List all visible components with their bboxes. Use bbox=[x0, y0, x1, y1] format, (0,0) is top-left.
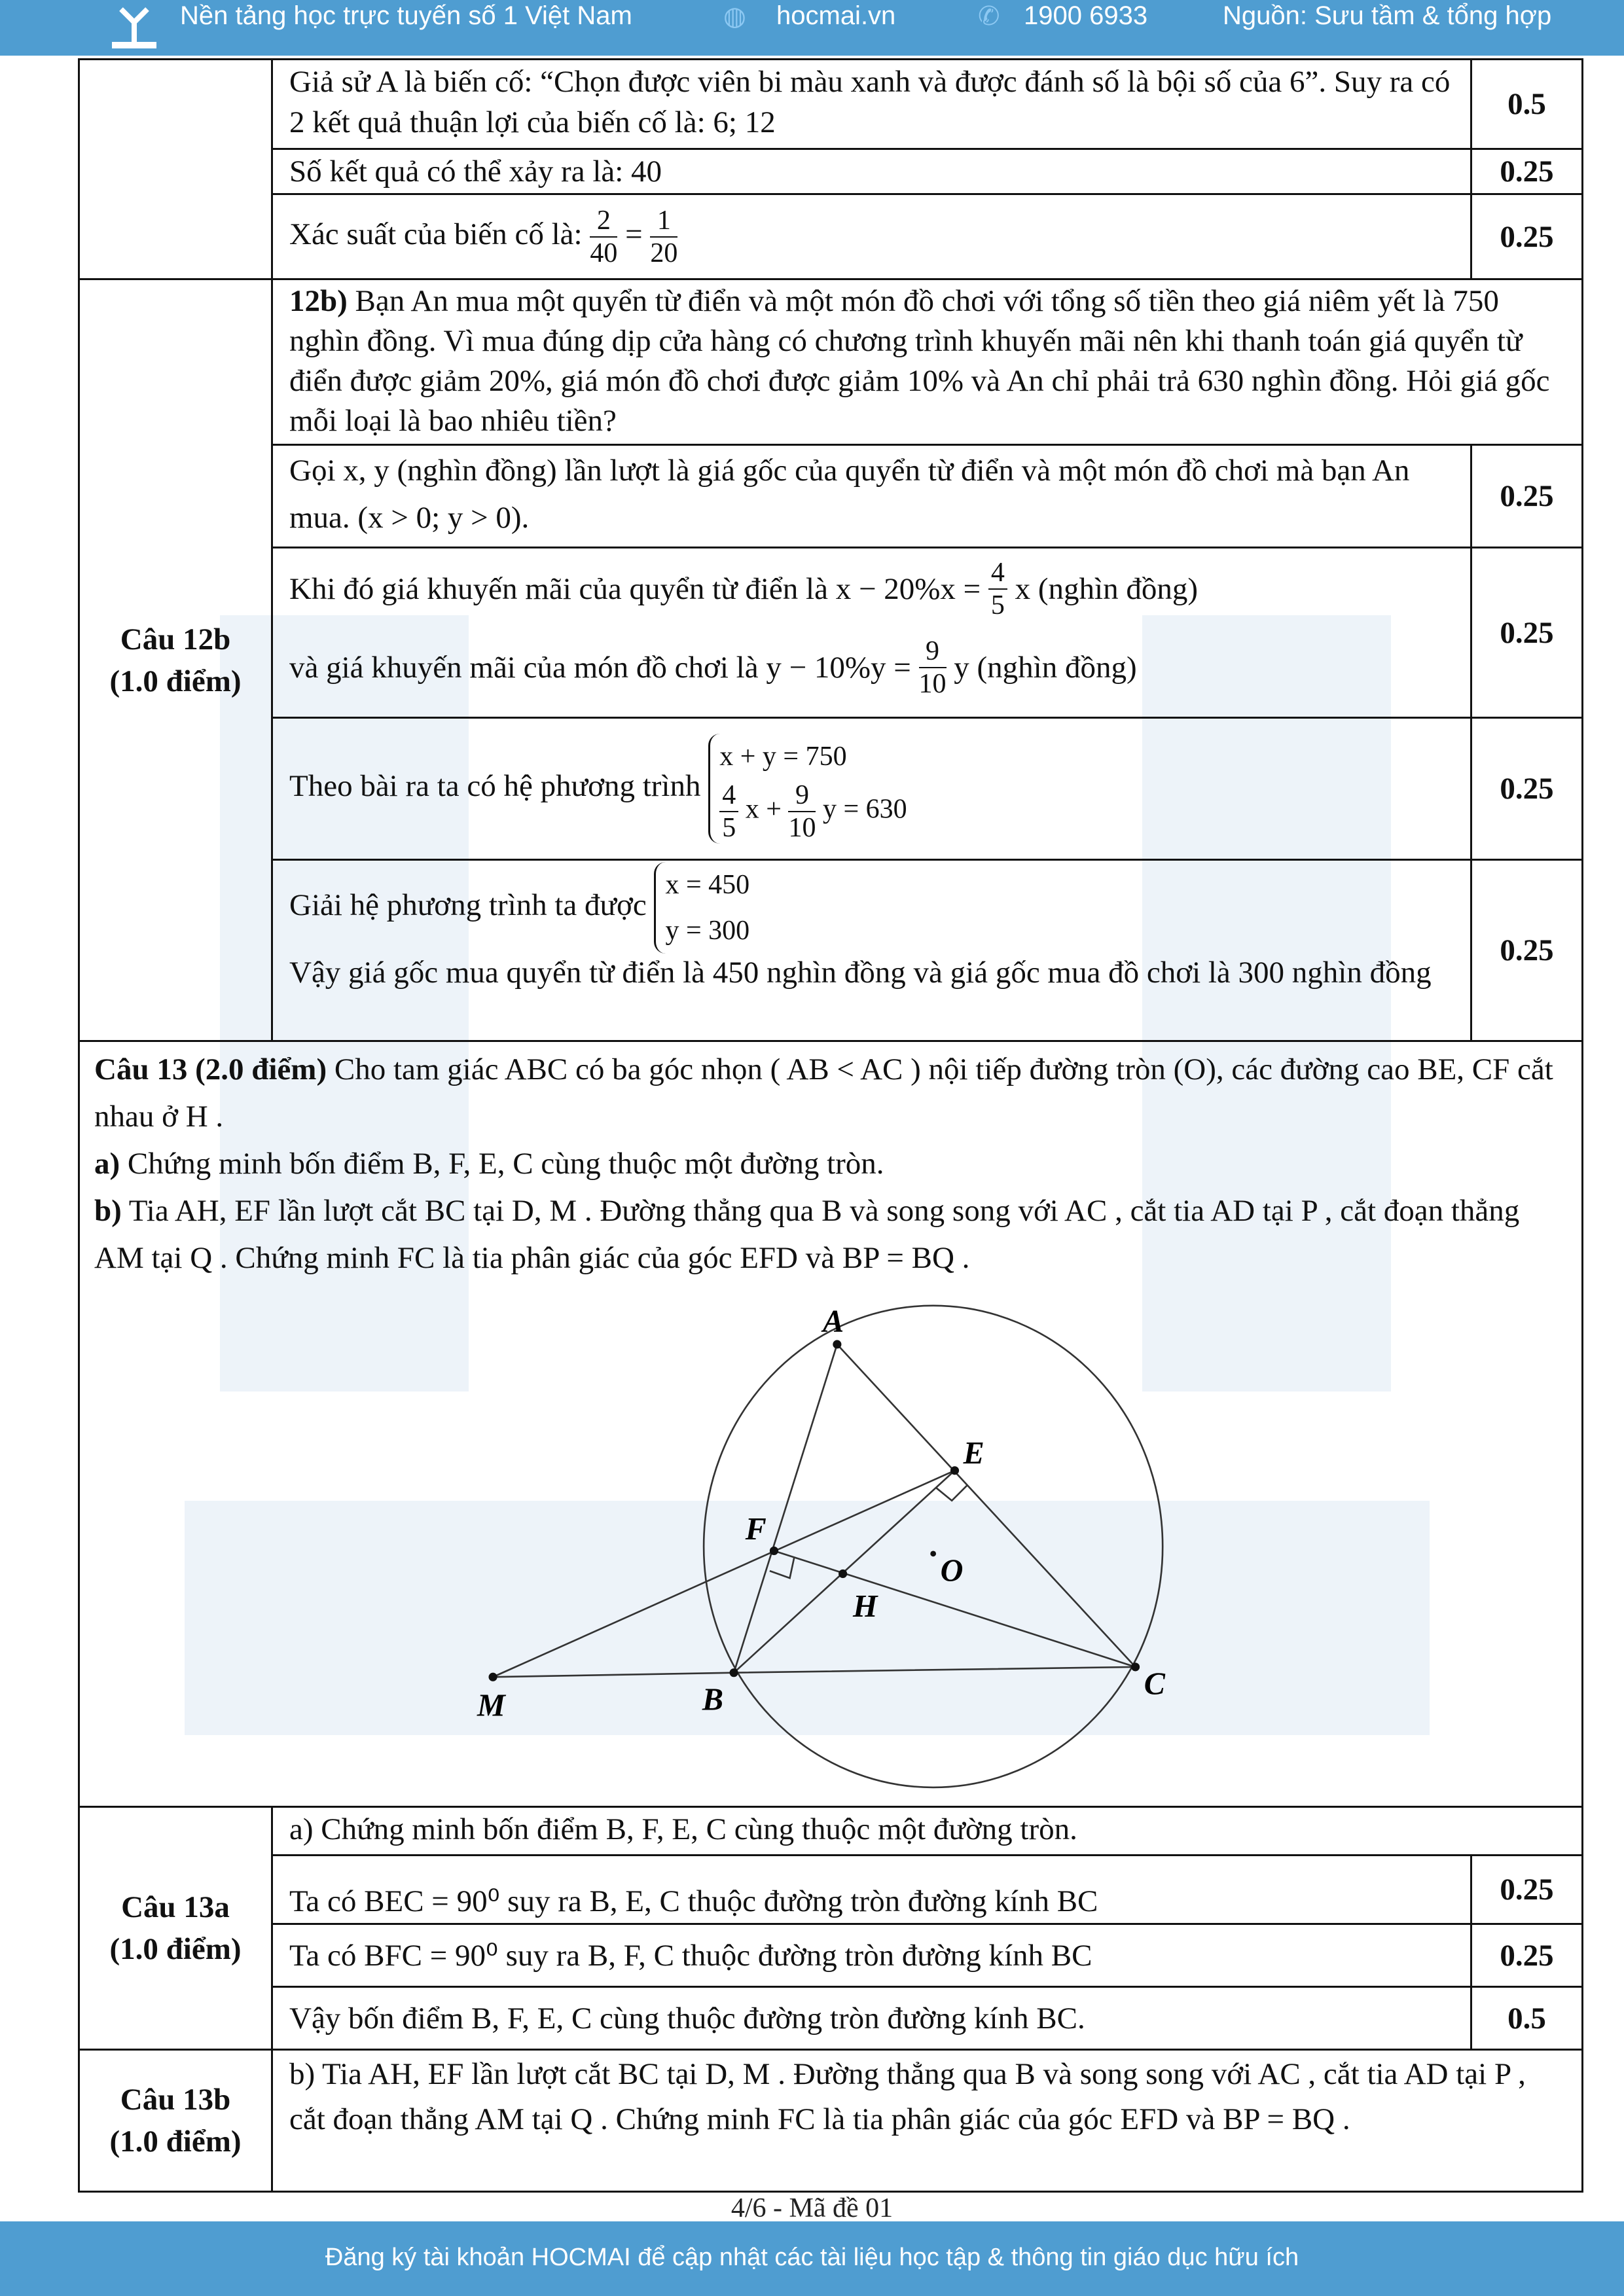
geometry-figure bbox=[94, 1285, 1567, 1802]
label: Câu 13a bbox=[121, 1890, 230, 1924]
score: 0.25 bbox=[1471, 548, 1583, 718]
text: y (nghìn đồng) bbox=[954, 651, 1137, 685]
segment-MB bbox=[493, 1673, 734, 1677]
part-heading: a) Chứng minh bốn điểm B, F, E, C cùng thuộc một đường tròn. bbox=[272, 1807, 1583, 1856]
question-label bbox=[79, 279, 272, 1041]
circle-O bbox=[704, 1306, 1163, 1787]
text: Giải hệ phương trình ta được bbox=[289, 888, 647, 922]
header-bar bbox=[0, 0, 1624, 56]
slogan: Nền tảng học trực tuyến số 1 Việt Nam bbox=[180, 1, 632, 30]
equation-system bbox=[708, 734, 907, 844]
num: 9 bbox=[919, 636, 947, 668]
label: Câu 13b bbox=[120, 2083, 231, 2117]
label-B: B bbox=[702, 1682, 724, 1717]
tag: b) bbox=[94, 1194, 122, 1228]
conclusion: Vậy giá gốc mua quyển từ điển là 450 nghìn đồng và giá gốc mua đồ chơi là 300 nghìn đồng bbox=[289, 956, 1432, 990]
answer-text: Ta có BFC = 90⁰ suy ra B, F, C thuộc đường tròn đường kính BC bbox=[272, 1924, 1471, 1987]
part-b: Tia AH, EF lần lượt cắt BC tại D, M . Đường thẳng qua B và song song với AC , cắt tia AD tại P , cắt đoạn thẳng AM tại Q . Chứng minh FC là tia phân giác của góc EFD và BP = BQ . bbox=[94, 1194, 1520, 1275]
answer-text bbox=[272, 548, 1471, 718]
den: 10 bbox=[918, 669, 947, 699]
eq: y = 630 bbox=[822, 794, 907, 825]
right-angle-mark bbox=[770, 1558, 794, 1578]
website-link[interactable]: hocmai.vn bbox=[776, 1, 896, 30]
num: 1 bbox=[650, 205, 677, 238]
score: 0.25 bbox=[1471, 445, 1583, 548]
triangle-ABC bbox=[734, 1344, 1135, 1673]
den: 20 bbox=[650, 238, 678, 268]
answer-text: Giả sử A là biến cố: “Chọn được viên bi màu xanh và được đánh số là bội số của 6”. Suy ra có 2 kết quả thuận lợi của biến cố là: 6; 12 bbox=[272, 60, 1471, 149]
points: (1.0 điểm) bbox=[109, 2125, 242, 2159]
label-O: O bbox=[940, 1553, 964, 1588]
label-cell-empty bbox=[79, 60, 272, 279]
eq: x + bbox=[745, 794, 782, 825]
score: 0.25 bbox=[1471, 1924, 1583, 1987]
fraction bbox=[988, 557, 1007, 621]
fraction bbox=[719, 780, 738, 844]
answer-text bbox=[272, 718, 1471, 860]
points: (1.0 điểm) bbox=[109, 1932, 242, 1966]
source-note: Nguồn: Sưu tầm & tổng hợp bbox=[1223, 1, 1552, 30]
phone-number[interactable]: 1900 6933 bbox=[1024, 1, 1148, 30]
fraction bbox=[788, 780, 816, 844]
num: 4 bbox=[988, 557, 1007, 590]
eq: = bbox=[625, 217, 643, 251]
tag: a) bbox=[94, 1147, 120, 1181]
label-A: A bbox=[822, 1304, 844, 1339]
body: Bạn An mua một quyển từ điển và một món đồ chơi với tổng số tiền theo giá niêm yết là 750 nghìn đồng. Vì mua đúng dịp cửa hàng có chương trình khuyến mãi nên khi thanh toán giá quyển từ điển được giảm 20%, giá món đồ chơi được giảm 10% và An chỉ phải trả 630 nghìn đồng. Hỏi giá gốc mỗi loại là bao nhiêu tiền? bbox=[289, 284, 1550, 438]
eq: x + y = 750 bbox=[719, 742, 847, 772]
answer-text bbox=[272, 860, 1471, 1041]
score: 0.5 bbox=[1471, 1987, 1583, 2050]
den: 10 bbox=[788, 813, 816, 843]
title: Câu 13 (2.0 điểm) bbox=[94, 1052, 327, 1086]
part-b-text: b) Tia AH, EF lần lượt cắt BC tại D, M . Đường thẳng qua B và song song với AC , cắt tia AD tại P , cắt đoạn thẳng AM tại Q . Chứng minh FC là tia phân giác của góc EFD và BP = BQ . bbox=[272, 2050, 1583, 2192]
tag: 12b) bbox=[289, 284, 348, 318]
intro: Cho tam giác ABC có ba góc nhọn ( AB < AC ) nội tiếp đường tròn (O), các đường cao BE, CF cắt nhau ở H . bbox=[94, 1052, 1553, 1134]
label: Xác suất của biến cố là: bbox=[289, 217, 583, 251]
den: 5 bbox=[990, 590, 1005, 620]
question-13 bbox=[79, 1041, 1583, 1807]
fraction bbox=[919, 636, 947, 700]
eq: y = 300 bbox=[665, 916, 750, 946]
problem-text bbox=[272, 279, 1583, 445]
label-F: F bbox=[745, 1511, 767, 1547]
points bbox=[488, 1340, 1140, 1681]
text: và giá khuyến mãi của món đồ chơi là y − 10%y = bbox=[289, 651, 911, 685]
answer-text: Vậy bốn điểm B, F, E, C cùng thuộc đường tròn đường kính BC. bbox=[272, 1987, 1471, 2050]
num: 9 bbox=[788, 780, 816, 812]
den: 40 bbox=[590, 238, 618, 268]
phone-icon: ✆ bbox=[978, 2, 1000, 31]
logo-icon[interactable] bbox=[108, 3, 160, 50]
answer-text bbox=[272, 194, 1471, 279]
answer-text: Gọi x, y (nghìn đồng) lần lượt là giá gốc của quyển từ điển và một món đồ chơi mà bạn An mua. (x > 0; y > 0). bbox=[272, 445, 1471, 548]
label-H: H bbox=[852, 1589, 878, 1624]
part-a: Chứng minh bốn điểm B, F, E, C cùng thuộc một đường tròn. bbox=[127, 1147, 884, 1181]
label: Câu 12b bbox=[120, 622, 231, 656]
eq: x = 450 bbox=[665, 870, 750, 900]
points: (1.0 điểm) bbox=[109, 664, 242, 698]
answer-table bbox=[78, 58, 1583, 2193]
answer-text: Số kết quả có thể xảy ra là: 40 bbox=[272, 149, 1471, 194]
globe-icon: ◍ bbox=[723, 2, 746, 31]
num: 4 bbox=[719, 780, 738, 812]
label-C: C bbox=[1144, 1666, 1165, 1702]
footer-banner[interactable] bbox=[0, 2221, 1624, 2296]
score: 0.25 bbox=[1471, 1856, 1583, 1924]
score: 0.25 bbox=[1471, 860, 1583, 1041]
score: 0.5 bbox=[1471, 60, 1583, 149]
text: Khi đó giá khuyến mãi của quyển từ điển là x − 20%x = bbox=[289, 572, 981, 606]
score: 0.25 bbox=[1471, 718, 1583, 860]
fraction bbox=[650, 205, 677, 269]
footer-text: Đăng ký tài khoản HOCMAI để cập nhật các tài liệu học tập & thông tin giáo dục hữu ích bbox=[325, 2244, 1299, 2271]
label-E: E bbox=[963, 1435, 984, 1471]
text: Theo bài ra ta có hệ phương trình bbox=[289, 768, 701, 803]
right-angle-mark bbox=[936, 1485, 967, 1501]
num: 2 bbox=[590, 205, 617, 238]
question-label bbox=[79, 1807, 272, 2050]
score: 0.25 bbox=[1471, 149, 1583, 194]
text: x (nghìn đồng) bbox=[1015, 572, 1198, 606]
label-M: M bbox=[477, 1688, 505, 1723]
den: 5 bbox=[722, 813, 736, 843]
score: 0.25 bbox=[1471, 194, 1583, 279]
equation-system bbox=[654, 862, 749, 954]
page-number: 4/6 - Mã đề 01 bbox=[731, 2193, 893, 2223]
fraction bbox=[590, 205, 617, 269]
question-label bbox=[79, 2050, 272, 2192]
answer-text: Ta có BEC = 90⁰ suy ra B, E, C thuộc đường tròn đường kính BC bbox=[272, 1856, 1471, 1924]
